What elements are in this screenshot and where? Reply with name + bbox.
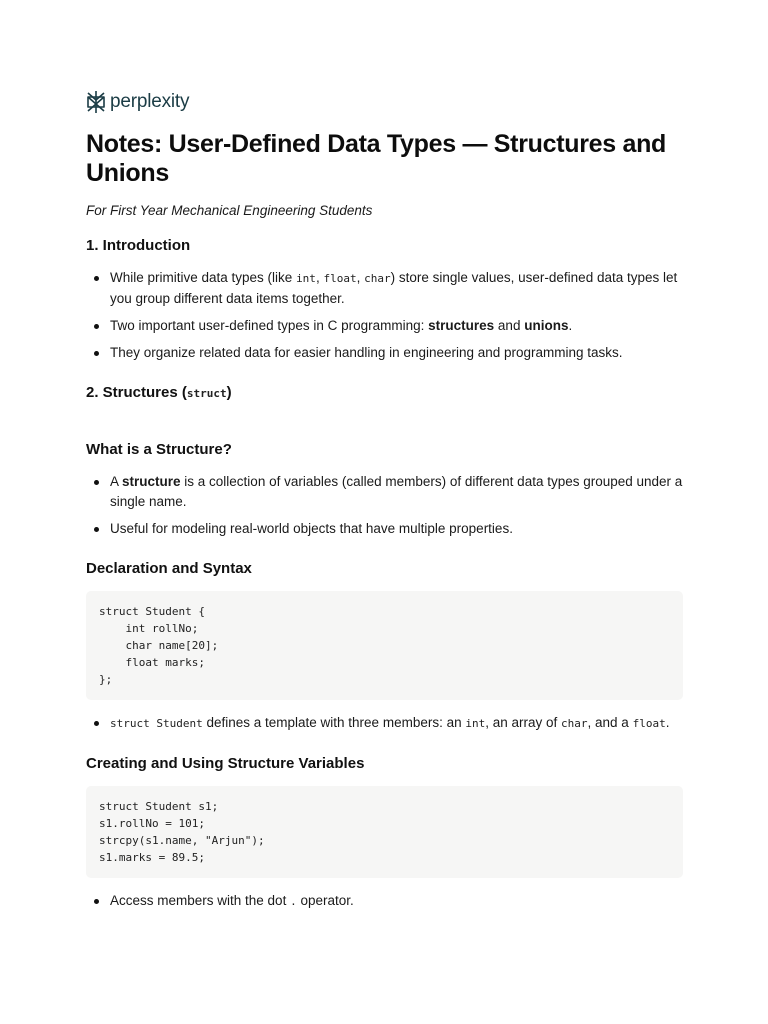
bold-term: unions <box>524 318 569 333</box>
declaration-list <box>86 713 683 734</box>
code-block-usage[interactable]: struct Student s1; s1.rollNo = 101; strcpy(s1.name, "Arjun"); s1.marks = 89.5; <box>86 786 683 878</box>
inline-code: float <box>632 717 666 730</box>
subheading-creating-using: Creating and Using Structure Variables <box>86 755 365 772</box>
inline-code: float <box>323 272 357 285</box>
inline-code: char <box>364 272 391 285</box>
list-item: Useful for modeling real-world objects that have multiple properties. <box>86 519 683 539</box>
list-item: They organize related data for easier handling in engineering and programming tasks. <box>86 343 683 363</box>
page-title: Notes: User-Defined Data Types — Structures and Unions <box>86 130 667 187</box>
structure-definition-list <box>86 472 683 539</box>
code-block-declaration[interactable]: struct Student { int rollNo; char name[20]; float marks; }; <box>86 591 683 700</box>
page-subtitle: For First Year Mechanical Engineering Students <box>86 203 373 218</box>
section-heading-introduction: 1. Introduction <box>86 237 191 254</box>
inline-code: . <box>290 895 297 908</box>
subheading-what-is-structure: What is a Structure? <box>86 441 232 458</box>
list-item: Two important user-defined types in C programming: structures and unions. <box>86 316 683 336</box>
bold-term: structure <box>122 474 181 489</box>
bold-term: structures <box>428 318 495 333</box>
brand-name: perplexity <box>110 91 190 112</box>
usage-list <box>86 891 683 912</box>
list-item: A structure is a collection of variables (called members) of different data types grouped under a single name. <box>86 472 683 512</box>
list-item: struct Student defines a template with three members: an int, an array of char, and a float. <box>86 713 683 734</box>
inline-code: struct Student <box>110 717 203 730</box>
inline-code: int <box>465 717 486 730</box>
introduction-list <box>86 268 683 363</box>
document-page <box>86 88 683 919</box>
inline-code: struct <box>186 387 227 400</box>
subheading-declaration-syntax: Declaration and Syntax <box>86 560 252 577</box>
brand-logo[interactable] <box>86 88 683 116</box>
section-heading-structures: 2. Structures (struct) <box>86 384 232 401</box>
inline-code: char <box>561 717 588 730</box>
inline-code: int <box>296 272 316 285</box>
list-item: While primitive data types (like int, float, char) store single values, user-defined data types let you group different data items together. <box>86 268 683 309</box>
perplexity-logo-icon <box>86 90 106 114</box>
list-item: Access members with the dot . operator. <box>86 891 683 912</box>
